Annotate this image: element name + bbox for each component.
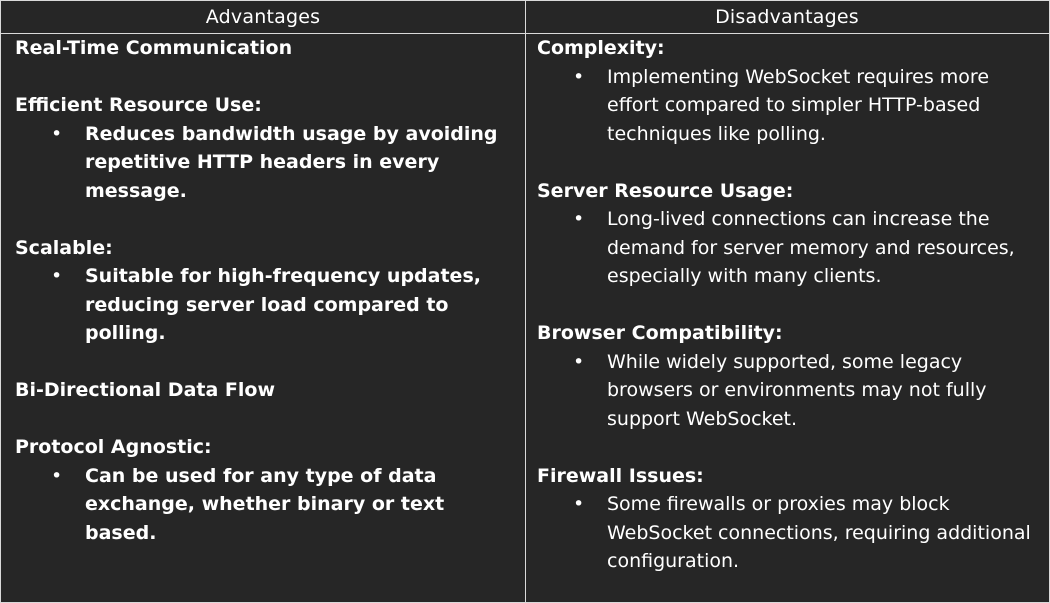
disadvantage-item xyxy=(537,462,1037,576)
bullet-dot-icon: • xyxy=(51,122,63,145)
disadvantage-bullet xyxy=(573,348,1037,434)
bullet-dot-icon: • xyxy=(573,493,585,515)
disadvantage-bullet xyxy=(573,205,1037,291)
advantage-bullet-text: Suitable for high-frequency updates, reducing server load compared to polling. xyxy=(85,265,481,344)
disadvantage-bullet-text: While widely supported, some legacy browsers or environments may not fully support WebSocket. xyxy=(607,350,987,430)
advantage-title: Bi-Directional Data Flow xyxy=(15,379,276,401)
advantage-title: Scalable: xyxy=(15,236,113,259)
advantage-item xyxy=(15,234,515,348)
header-disadvantages: Disadvantages xyxy=(715,6,859,28)
advantage-item xyxy=(15,91,515,205)
disadvantages-column xyxy=(537,34,1037,602)
advantage-item xyxy=(15,34,515,63)
column-divider xyxy=(525,1,526,602)
advantage-bullet-text: Reduces bandwidth usage by avoiding repetitive HTTP headers in every message. xyxy=(85,122,498,202)
advantage-title: Protocol Agnostic: xyxy=(15,436,212,458)
bullet-dot-icon: • xyxy=(573,350,585,373)
disadvantage-item xyxy=(537,34,1037,148)
bullet-dot-icon: • xyxy=(573,65,585,88)
bullet-dot-icon: • xyxy=(51,464,63,487)
disadvantage-bullet-text: Implementing WebSocket requires more effort compared to simpler HTTP-based techniques like polling. xyxy=(607,65,990,145)
disadvantage-title: Server Resource Usage: xyxy=(537,179,794,202)
advantage-bullet-text: Can be used for any type of data exchange, whether binary or text based. xyxy=(85,464,445,544)
advantages-column xyxy=(15,34,515,602)
advantage-title: Efficient Resource Use: xyxy=(15,94,262,116)
disadvantage-title: Complexity: xyxy=(537,37,665,59)
advantage-title: Real-Time Communication xyxy=(15,37,293,59)
advantage-item xyxy=(15,376,515,405)
disadvantage-item xyxy=(537,177,1037,291)
disadvantage-title: Browser Compatibility: xyxy=(537,322,783,344)
advantage-bullet xyxy=(51,262,515,348)
disadvantage-bullet xyxy=(573,63,1037,149)
disadvantage-bullet-text: Long-lived connections can increase the demand for server memory and resources, especially with many clients. xyxy=(607,208,1015,287)
disadvantage-bullet-text: Some firewalls or proxies may block WebSocket connections, requiring additional configuration. xyxy=(607,493,1031,572)
advantage-bullet xyxy=(51,120,515,206)
disadvantage-title: Firewall Issues: xyxy=(537,464,704,487)
disadvantage-bullet xyxy=(573,490,1037,576)
advantage-bullet xyxy=(51,462,515,548)
header-advantages: Advantages xyxy=(205,6,321,28)
bullet-dot-icon: • xyxy=(51,265,63,287)
advantage-item xyxy=(15,433,515,547)
disadvantage-item xyxy=(537,319,1037,433)
bullet-dot-icon: • xyxy=(573,208,585,230)
